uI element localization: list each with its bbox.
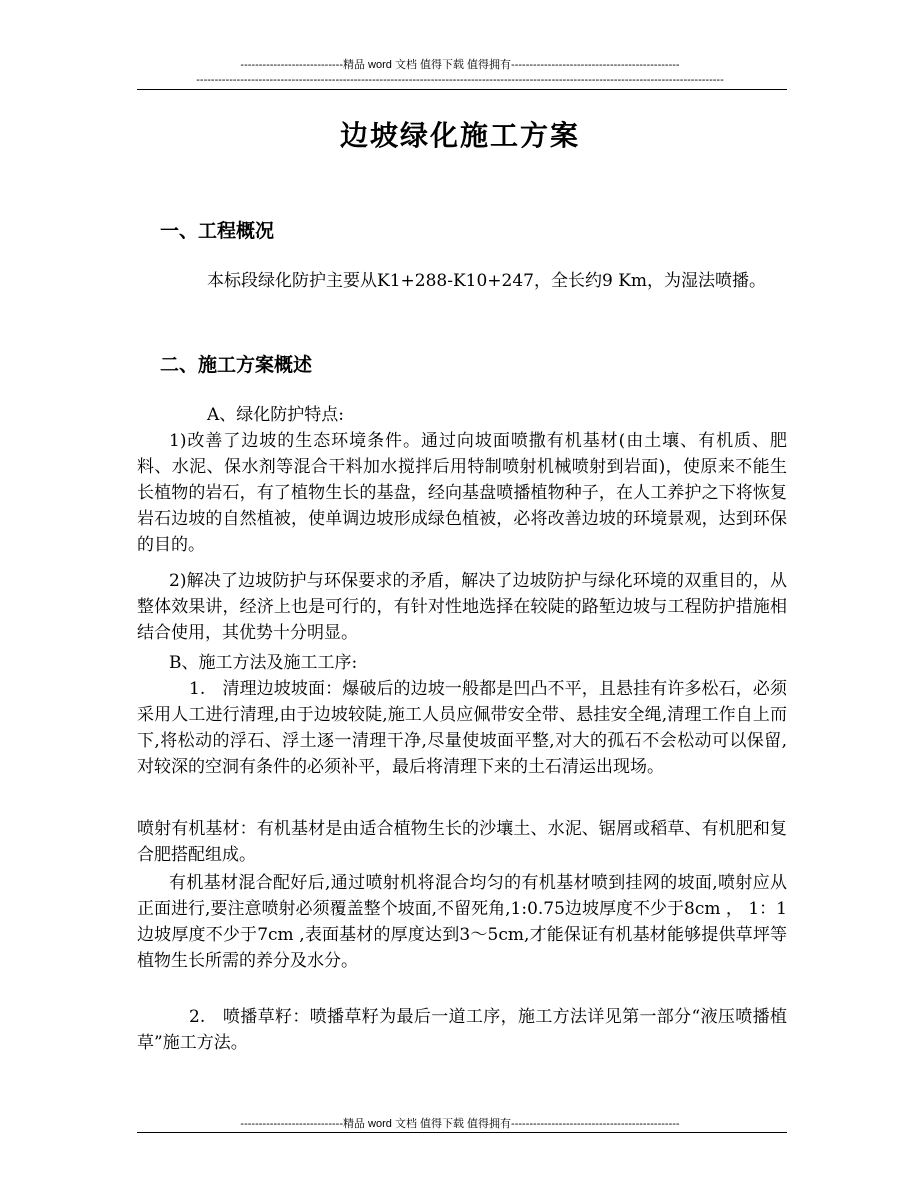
- page-footer-text: ----------------------------精品 word 文档 值得下载 值得拥有----------------------------------------------: [240, 1118, 680, 1130]
- section-heading-overview: 一、工程概况: [160, 220, 275, 242]
- paragraph-b-step2: 2. 喷播草籽：喷播草籽为最后一道工序，施工方法详见第一部分“液压喷播植草”施工方法。: [137, 1007, 787, 1053]
- paragraph-a-item2: 2)解决了边坡防护与环保要求的矛盾，解决了边坡防护与绿化环境的双重目的，从整体效果讲，经济上也是可行的，有针对性地选择在较陡的路堑边坡与工程防护措施相结合使用，其优势十分明显。: [137, 571, 787, 643]
- subheading-a: A、绿化防护特点:: [207, 405, 345, 425]
- paragraph-b-step1: 1. 清理边坡坡面：爆破后的边坡一般都是凹凸不平，且悬挂有许多松石，必须采用人工进行清理,由于边坡较陡,施工人员应佩带安全带、悬挂安全绳,清理工作自上而下,将松动的浮石、浮土逐一清理干净,尽量使坡面平整,对大的孤石不会松动可以保留,对较深的空洞有条件的必须补平，最后将清理下来的土石清运出现场。: [137, 679, 787, 777]
- overview-paragraph: 本标段绿化防护主要从K1+288-K10+247，全长约9 Km，为湿法喷播。: [207, 271, 767, 291]
- footer-rule: [137, 1132, 787, 1133]
- page-header-text: ----------------------------精品 word 文档 值得下载 值得拥有----------------------------------------------: [240, 59, 680, 71]
- subheading-b: B、施工方法及施工工序:: [169, 653, 358, 673]
- paragraph-b-mix: 有机基材混合配好后,通过喷射机将混合均匀的有机基材喷到挂网的坡面,喷射应从正面进行,要注意喷射必须覆盖整个坡面,不留死角,1:0.75边坡厚度不少于8cm ， 1：1边坡厚度不少于7cm ,表面基材的厚度达到3～5cm,才能保证有机基材能够提供草坪等植物生长所需的养分及水分。: [137, 873, 787, 971]
- section-heading-plan-summary: 二、施工方案概述: [160, 354, 313, 376]
- document-title: 边坡绿化施工方案: [339, 119, 580, 152]
- page-header-dashes: ------------------------------------------------------------------------------------------------------------------------------------------------: [196, 74, 724, 86]
- paragraph-a-item1: 1)改善了边坡的生态环境条件。通过向坡面喷撒有机基材(由土壤、有机质、肥料、水泥、保水剂等混合干料加水搅拌后用特制喷射机械喷射到岩面)，使原来不能生长植物的岩石，有了植物生长的基盘，经向基盘喷播植物种子，在人工养护之下将恢复岩石边坡的自然植被，使单调边坡形成绿色植被，必将改善边坡的环境景观，达到环保的目的。: [137, 431, 787, 555]
- paragraph-b-spray: 喷射有机基材：有机基材是由适合植物生长的沙壤土、水泥、锯屑或稻草、有机肥和复合肥搭配组成。: [137, 819, 787, 865]
- header-rule: [137, 89, 787, 90]
